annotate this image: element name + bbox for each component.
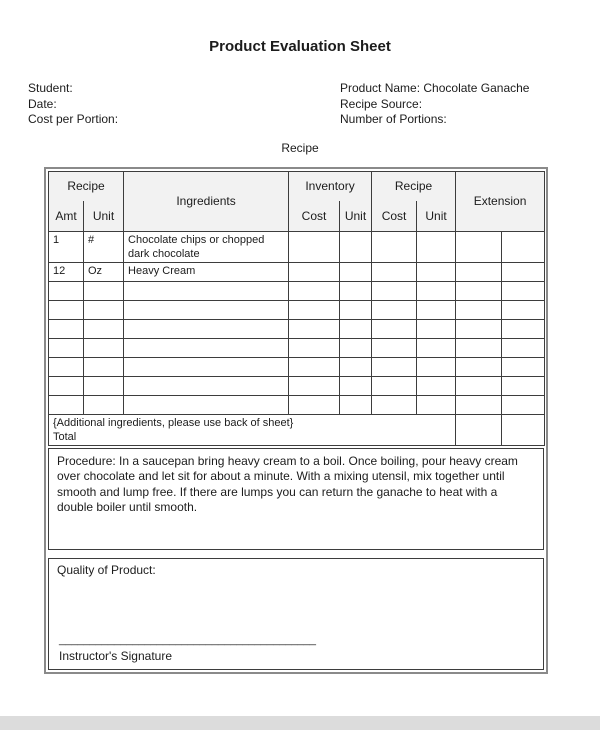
- signature-block: [59, 634, 316, 663]
- info-left-column: [28, 81, 118, 128]
- unit-cell: [84, 319, 124, 338]
- amt-cell: [49, 281, 84, 300]
- ingredient-table-row: [49, 395, 545, 414]
- recipe-unit-cell: [417, 231, 456, 262]
- extension-cell-2: [502, 300, 545, 319]
- amt-cell: [49, 319, 84, 338]
- ingredients-header: Ingredients: [124, 171, 289, 231]
- extension-total-cell-1: [456, 414, 502, 445]
- inventory-unit-cell: [340, 338, 372, 357]
- inventory-unit-cell: [340, 231, 372, 262]
- unit-cell: [84, 395, 124, 414]
- product-name-label: Product Name:: [340, 81, 421, 95]
- unit-cell: Oz: [84, 262, 124, 281]
- total-label: Total: [53, 430, 77, 443]
- extension-total-cell-2: [502, 414, 545, 445]
- extension-cell-2: [502, 376, 545, 395]
- extension-cell-2: [502, 395, 545, 414]
- recipe-amount-group-header: Recipe: [49, 171, 124, 201]
- inventory-cost-cell: [289, 281, 340, 300]
- unit-cell: #: [84, 231, 124, 262]
- inventory-unit-cell: [340, 395, 372, 414]
- ingredient-table-row: [49, 300, 545, 319]
- date-label: Date:: [28, 96, 57, 111]
- extension-cell-2: [502, 262, 545, 281]
- amt-cell: [49, 376, 84, 395]
- page-bottom-edge: [0, 716, 600, 730]
- extension-cell-1: [456, 357, 502, 376]
- recipe-unit-cell: [417, 376, 456, 395]
- inventory-cost-cell: [289, 376, 340, 395]
- signature-line: __________________________________________: [59, 633, 316, 646]
- extension-cell-1: [456, 338, 502, 357]
- unit-header: Unit: [84, 201, 124, 231]
- ingredient-cell: [124, 338, 289, 357]
- number-of-portions-label: Number of Portions:: [340, 112, 447, 126]
- inventory-cost-cell: [289, 357, 340, 376]
- extension-cell-2: [502, 357, 545, 376]
- extension-cell-1: [456, 300, 502, 319]
- additional-ingredients-row: [49, 414, 545, 445]
- additional-ingredients-note: {Additional ingredients, please use back of sheet}: [53, 416, 294, 429]
- product-name-row: [340, 81, 600, 97]
- quality-label: Quality of Product:: [57, 562, 156, 577]
- page-title: Product Evaluation Sheet: [209, 38, 391, 55]
- ingredient-table-row: [49, 319, 545, 338]
- inventory-unit-cell: [340, 281, 372, 300]
- extension-cell-2: [502, 338, 545, 357]
- ingredient-cell: [124, 357, 289, 376]
- extension-cell-2: [502, 281, 545, 300]
- inventory-unit-cell: [340, 262, 372, 281]
- recipe-cost-cell: [372, 281, 417, 300]
- extension-cell-1: [456, 281, 502, 300]
- inventory-cost-header: Cost: [289, 201, 340, 231]
- extension-cell-1: [456, 262, 502, 281]
- signature-label: Instructor's Signature: [59, 648, 173, 663]
- recipe-unit-cell: [417, 281, 456, 300]
- ingredient-table-row: [49, 281, 545, 300]
- procedure-text: Procedure: In a saucepan bring heavy cream to a boil. Once boiling, pour heavy cream over chocolate and let sit for about a minute. With a mixing utensil, mix together until smooth and lump free. If there are lumps you can return the ganache to heat with a double boiler until smooth.: [57, 453, 518, 514]
- amt-cell: [49, 395, 84, 414]
- amt-cell: [49, 300, 84, 319]
- ingredient-cell: [124, 300, 289, 319]
- recipe-cost-header: Cost: [372, 201, 417, 231]
- inventory-unit-cell: [340, 319, 372, 338]
- recipe-cost-cell: [372, 262, 417, 281]
- recipe-cost-cell: [372, 357, 417, 376]
- extension-cell-2: [502, 319, 545, 338]
- unit-cell: [84, 338, 124, 357]
- inventory-unit-header: Unit: [340, 201, 372, 231]
- info-right-column: [340, 81, 600, 128]
- recipe-unit-header: Unit: [417, 201, 456, 231]
- recipe-unit-cell: [417, 300, 456, 319]
- inventory-cost-cell: [289, 300, 340, 319]
- ingredient-table-row: [49, 357, 545, 376]
- ingredient-cell: Chocolate chips or chopped dark chocolate: [124, 231, 289, 262]
- recipe-cost-cell: [372, 395, 417, 414]
- ingredient-cell: [124, 281, 289, 300]
- extension-group-header: Extension: [456, 171, 545, 231]
- recipe-unit-cell: [417, 357, 456, 376]
- ingredient-cell: Heavy Cream: [124, 262, 289, 281]
- ingredient-table-row: [49, 262, 545, 281]
- recipe-cost-cell: [372, 300, 417, 319]
- extension-cell-1: [456, 231, 502, 262]
- recipe-unit-cell: [417, 338, 456, 357]
- inventory-cost-cell: [289, 262, 340, 281]
- recipe-unit-cell: [417, 319, 456, 338]
- amt-cell: 12: [49, 262, 84, 281]
- inventory-group-header: Inventory: [289, 171, 372, 201]
- ingredient-cell: [124, 376, 289, 395]
- unit-cell: [84, 376, 124, 395]
- inventory-cost-cell: [289, 338, 340, 357]
- recipe-table-header: [49, 171, 545, 231]
- recipe-unit-cell: [417, 262, 456, 281]
- recipe-section-heading: Recipe: [281, 140, 319, 155]
- amt-cell: [49, 357, 84, 376]
- extension-cell-1: [456, 395, 502, 414]
- inventory-unit-cell: [340, 376, 372, 395]
- inventory-cost-cell: [289, 231, 340, 262]
- ingredient-table-row: [49, 338, 545, 357]
- recipe-cost-cell: [372, 231, 417, 262]
- recipe-cost-cell: [372, 319, 417, 338]
- unit-cell: [84, 357, 124, 376]
- header-info-section: [0, 81, 600, 128]
- recipe-unit-cell: [417, 395, 456, 414]
- recipe-cost-cell: [372, 338, 417, 357]
- extension-cell-1: [456, 376, 502, 395]
- recipe-group-header: Recipe: [372, 171, 456, 201]
- evaluation-sheet-box: [44, 167, 548, 674]
- cost-per-portion-label: Cost per Portion:: [28, 112, 119, 126]
- amt-header: Amt: [49, 201, 84, 231]
- inventory-unit-cell: [340, 300, 372, 319]
- inventory-cost-cell: [289, 319, 340, 338]
- ingredient-cell: [124, 395, 289, 414]
- recipe-cost-cell: [372, 376, 417, 395]
- ingredient-rows: [49, 231, 545, 414]
- amt-cell: [49, 338, 84, 357]
- ingredient-table-row: [49, 376, 545, 395]
- recipe-source-label: Recipe Source:: [340, 96, 423, 111]
- header-group-row: [49, 171, 545, 201]
- extension-cell-2: [502, 231, 545, 262]
- recipe-table-footer: [49, 414, 545, 445]
- unit-cell: [84, 300, 124, 319]
- additional-ingredients-cell: [49, 414, 456, 445]
- inventory-unit-cell: [340, 357, 372, 376]
- student-label: Student:: [28, 81, 73, 95]
- recipe-table: [48, 171, 545, 446]
- product-name-value: Chocolate Ganache: [423, 81, 530, 95]
- unit-cell: [84, 281, 124, 300]
- extension-cell-1: [456, 319, 502, 338]
- quality-box: [48, 558, 544, 670]
- procedure-box: [48, 448, 544, 550]
- ingredient-table-row: [49, 231, 545, 262]
- inventory-cost-cell: [289, 395, 340, 414]
- amt-cell: 1: [49, 231, 84, 262]
- ingredient-cell: [124, 319, 289, 338]
